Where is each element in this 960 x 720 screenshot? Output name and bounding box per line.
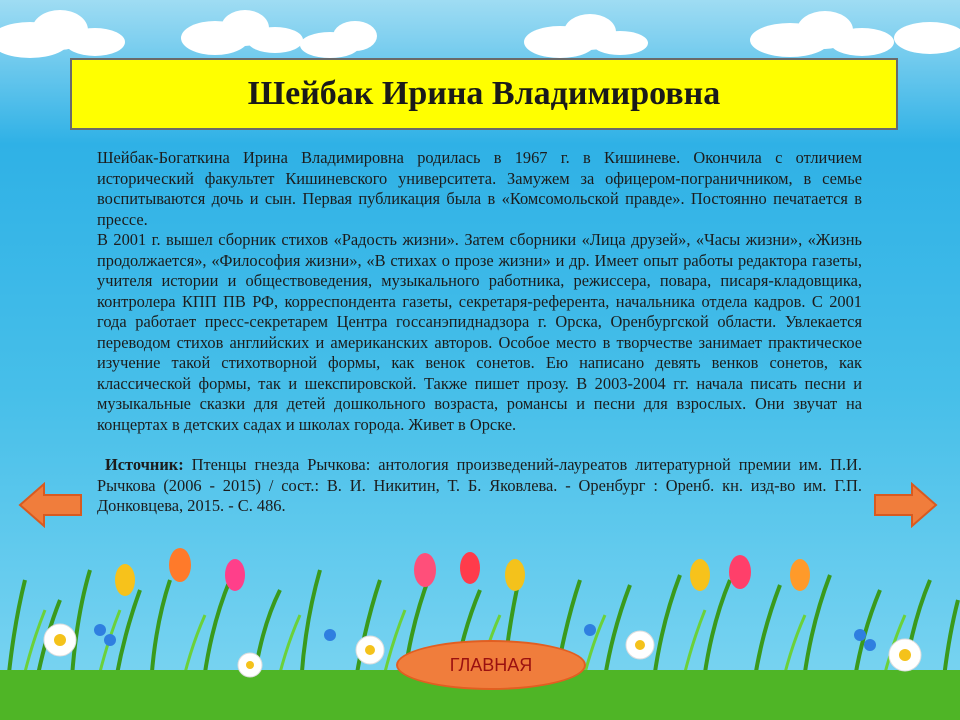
home-button-label: ГЛАВНАЯ [449,654,533,675]
page-title: Шейбак Ирина Владимировна [247,75,721,112]
source-text: Птенцы гнезда Рычкова: антология произведений-лауреатов литературной премии им. П.И. Рычкова (2006 - 2015) / сост.: В. И. Никитин, Т. Б. Яковлева. - Оренбург : Оренб. кн. изд-во им. Г.П. Донковцева, 2015. - С. 486. [97,455,862,515]
bio-paragraph-1: Шейбак-Богаткина Ирина Владимировна родилась в 1967 г. в Кишиневе. Окончила с отличием исторический факультет Кишиневского университета. Замужем за офицером-пограничником, в семье воспитываются дочь и сын. Первая публикация была в «Комсомольской правде». Постоянно печатается в прессе. [97,148,862,229]
home-button[interactable] [396,640,586,690]
title-banner [70,58,898,130]
meadow-decoration [0,520,960,720]
source-citation [97,455,862,517]
bio-paragraph-2: В 2001 г. вышел сборник стихов «Радость жизни». Затем сборники «Лица друзей», «Часы жизни», «Жизнь продолжается», «Философия жизни», «В стихах о прозе жизни» и др. Имеет опыт работы редактора газеты, учителя истории и обществоведения, музыкального работника, режиссера, повара, писаря-кладовщика, контролера КПП ПВ РФ, корреспондента газеты, секретаря-референта, начальника отдела кадров. С 2001 года работает пресс-секретарем Центра госсанэпиднадзора г. Орска, Оренбургской области. Увлекается переводом стихов английских и американских авторов. Особое место в творчестве занимает практическое изучение такой стихотворной формы, как венок сонетов. Ею написано девять венков сонетов, как классической формы, так и шекспировской. Также пишет прозу. В 2003-2004 гг. начала писать песни и музыкальные сказки для детей дошкольного возраста, романсы и песни для взрослых. Они звучат на концертах в детских садах и школах города. Живет в Орске. [97,230,862,434]
biography-text [97,148,862,517]
source-label: Источник: [105,455,184,474]
arrow-right-icon[interactable] [872,482,938,528]
arrow-left-icon[interactable] [18,482,84,528]
